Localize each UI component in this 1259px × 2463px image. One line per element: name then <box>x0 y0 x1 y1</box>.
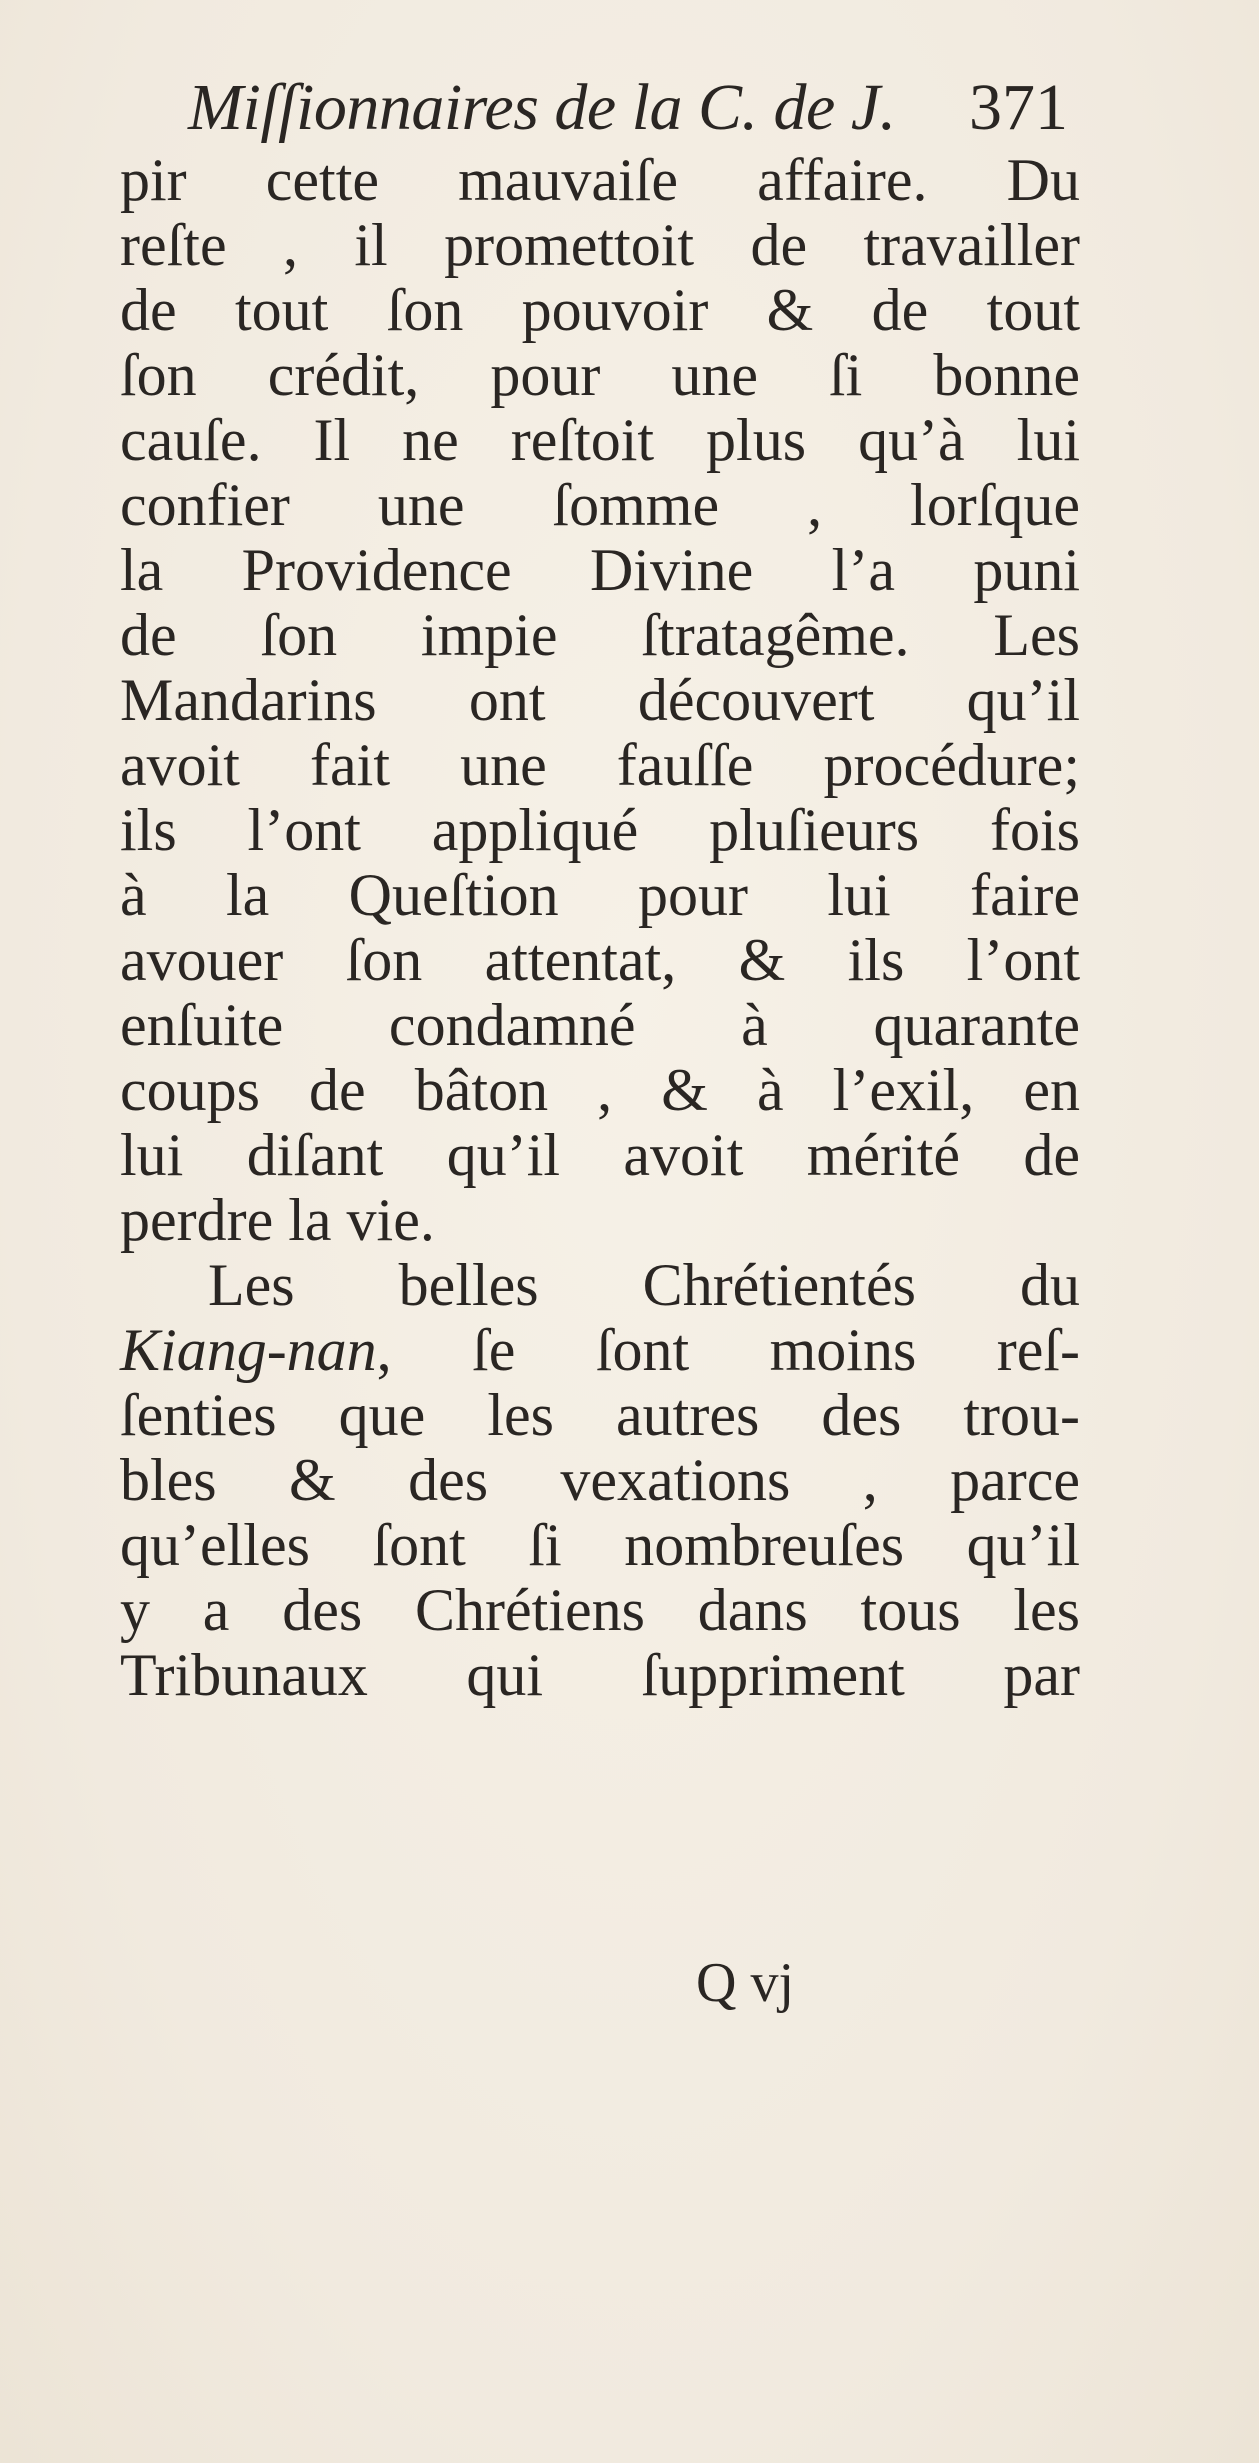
text-line: de ſon impie ſtratagême. Les <box>120 602 1080 668</box>
text-line: lui diſant qu’il avoit mérité de <box>120 1122 1080 1188</box>
page-header <box>188 58 1068 158</box>
text-line-place-name <box>120 1318 1080 1383</box>
text-line: cauſe. Il ne reſtoit plus qu’à lui <box>120 407 1080 473</box>
text-line: enſuite condamné à quarante <box>120 992 1080 1058</box>
text-line: coups de bâton , & à l’exil, en <box>120 1057 1080 1123</box>
place-name-kiang-nan: Kiang-nan <box>120 1317 377 1383</box>
text-line: pir cette mauvaiſe affaire. Du <box>120 147 1080 213</box>
text-line: Tribunaux qui ſuppriment par <box>120 1642 1080 1708</box>
text-line: avouer ſon attentat, & ils l’ont <box>120 927 1080 993</box>
text-line: reſte , il promettoit de travailler <box>120 212 1080 278</box>
text-line-remainder: , ſe ſont moins reſ- <box>376 1317 1080 1383</box>
text-line: y a des Chrétiens dans tous les <box>120 1577 1080 1643</box>
paragraph-start-line: Les belles Chrétientés du <box>208 1252 1080 1318</box>
text-line: confier une ſomme , lorſque <box>120 472 1080 538</box>
text-line: avoit fait une fauſſe procédure; <box>120 732 1080 798</box>
text-line: à la Queſtion pour lui faire <box>120 862 1080 928</box>
text-line: ils l’ont appliqué pluſieurs fois <box>120 797 1080 863</box>
text-line: la Providence Divine l’a puni <box>120 537 1080 603</box>
text-line: de tout ſon pouvoir & de tout <box>120 277 1080 343</box>
signature-mark: Q vj <box>696 1952 794 2014</box>
body-text <box>120 148 1080 1708</box>
text-line: bles & des vexations , parce <box>120 1447 1080 1513</box>
text-line: ſenties que les autres des trou- <box>120 1382 1080 1448</box>
text-line: Mandarins ont découvert qu’il <box>120 667 1080 733</box>
page-number: 371 <box>969 71 1068 144</box>
text-line: ſon crédit, pour une ſi bonne <box>120 342 1080 408</box>
text-line: qu’elles ſont ſi nombreuſes qu’il <box>120 1512 1080 1578</box>
running-title: Miſſionnaires de la C. de J. <box>188 71 896 144</box>
paragraph-end-line: perdre la vie. <box>120 1187 435 1253</box>
